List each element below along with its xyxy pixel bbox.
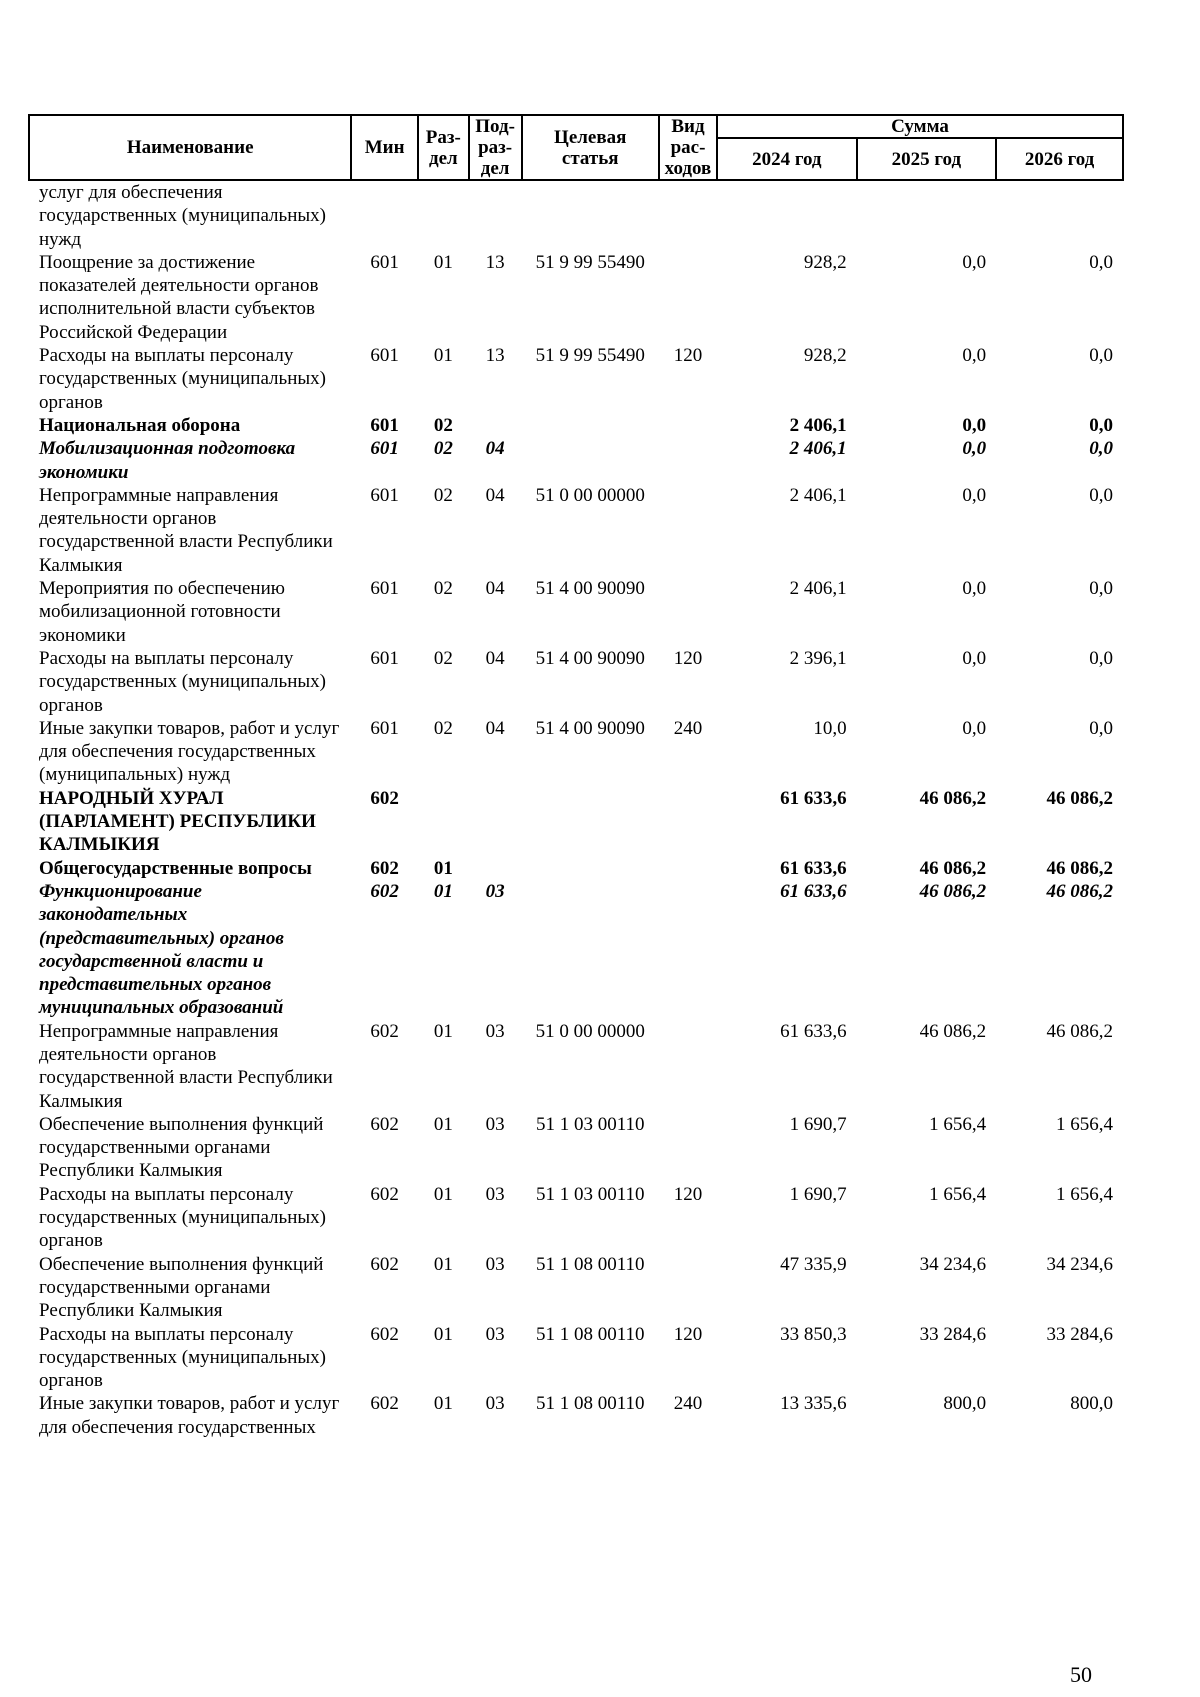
cell-podrazdel: 04	[485, 438, 505, 460]
cell-sum-2025: 34 234,6	[919, 1253, 987, 1275]
cell-sum-2026: 0,0	[1089, 438, 1113, 460]
cell-min: 601	[370, 345, 399, 367]
table-row	[29, 717, 1123, 787]
cell-name: Расходы на выплаты персоналу государственных (муниципальных) органов	[39, 1323, 326, 1392]
table-row	[29, 880, 1123, 1020]
cell-podrazdel: 03	[485, 1323, 505, 1345]
table-row	[29, 787, 1123, 857]
cell-name: Обеспечение выполнения функций государственными органами Республики Калмыкия	[39, 1253, 324, 1322]
cell-sum-2025: 46 086,2	[919, 787, 987, 809]
cell-sum-2024: 13 335,6	[780, 1393, 847, 1415]
cell-name: Расходы на выплаты персоналу государственных (муниципальных) органов	[39, 345, 326, 413]
cell-vid	[659, 787, 717, 857]
cell-podrazdel: 04	[485, 647, 505, 669]
cell-vid	[659, 414, 717, 437]
cell-razdel: 01	[433, 345, 453, 367]
cell-name: Поощрение за достижение показателей деятельности органов исполнительной власти субъектов Российской Федерации	[39, 251, 319, 343]
table-row	[29, 1020, 1123, 1113]
cell-razdel: 01	[433, 1020, 453, 1042]
cell-target	[522, 787, 659, 857]
header-name: Наименование	[29, 115, 351, 180]
cell-sum-2026: 0,0	[1089, 345, 1113, 367]
budget-table-page	[28, 114, 1124, 1439]
cell-min: 601	[370, 251, 399, 273]
table-row	[29, 437, 1123, 484]
cell-sum-2024: 2 406,1	[789, 484, 847, 506]
cell-name: Иные закупки товаров, работ и услуг для обеспечения государственных	[39, 1393, 340, 1438]
cell-sum-2026: 34 234,6	[1046, 1253, 1113, 1275]
table-row	[29, 180, 1123, 251]
cell-sum-2026	[996, 180, 1123, 251]
cell-sum-2025: 0,0	[962, 647, 987, 669]
budget-table	[28, 114, 1124, 1439]
cell-podrazdel: 03	[485, 1020, 505, 1042]
cell-vid	[659, 577, 717, 647]
cell-podrazdel: 03	[485, 1393, 505, 1415]
cell-min: 601	[370, 438, 399, 460]
cell-vid: 120	[673, 1323, 703, 1345]
cell-sum-2026: 46 086,2	[1046, 857, 1113, 879]
cell-sum-2024: 61 633,6	[780, 1020, 847, 1042]
header-razdel: Раз-дел	[418, 115, 469, 180]
cell-razdel: 01	[433, 857, 453, 879]
cell-sum-2026: 46 086,2	[1046, 787, 1113, 809]
cell-min: 602	[370, 787, 399, 809]
table-row	[29, 1392, 1123, 1439]
cell-sum-2024: 33 850,3	[780, 1323, 847, 1345]
cell-name: Расходы на выплаты персоналу государственных (муниципальных) органов	[39, 647, 326, 716]
cell-razdel: 01	[433, 1323, 453, 1345]
cell-sum-2026: 0,0	[1089, 251, 1113, 273]
cell-name: Иные закупки товаров, работ и услуг для обеспечения государственных (муниципальных) нужд	[39, 717, 340, 786]
cell-min: 602	[370, 1253, 399, 1275]
cell-target: 51 1 03 00110	[535, 1183, 645, 1205]
cell-sum-2024: 61 633,6	[780, 787, 847, 809]
cell-sum-2025	[857, 180, 997, 251]
header-year-2026: 2026 год	[996, 138, 1123, 180]
cell-min: 601	[370, 647, 399, 669]
cell-min: 602	[370, 1323, 399, 1345]
cell-sum-2026: 33 284,6	[1046, 1323, 1113, 1345]
cell-podrazdel	[469, 414, 522, 437]
header-min: Мин	[351, 115, 418, 180]
cell-min: 602	[370, 857, 399, 879]
cell-target	[522, 180, 659, 251]
cell-min: 601	[370, 484, 399, 506]
cell-name: Непрограммные направления деятельности органов государственной власти Республики Калмыкия	[39, 484, 333, 576]
cell-sum-2025: 1 656,4	[929, 1113, 987, 1135]
cell-sum-2024: 10,0	[813, 717, 847, 739]
cell-sum-2025: 1 656,4	[929, 1183, 987, 1205]
cell-sum-2026: 46 086,2	[1046, 1020, 1113, 1042]
cell-target: 51 4 00 90090	[535, 578, 645, 600]
cell-sum-2024: 2 396,1	[789, 647, 847, 669]
cell-sum-2024: 61 633,6	[780, 880, 847, 902]
page-number: 50	[1070, 1662, 1092, 1687]
table-row	[29, 647, 1123, 717]
table-row	[29, 1253, 1123, 1323]
table-row	[29, 251, 1123, 344]
cell-razdel: 02	[433, 647, 453, 669]
table-header	[29, 115, 1123, 180]
cell-target	[522, 857, 659, 880]
cell-sum-2026: 800,0	[1070, 1393, 1113, 1415]
cell-sum-2025: 800,0	[943, 1393, 987, 1415]
cell-vid	[659, 880, 717, 1020]
cell-target: 51 1 03 00110	[535, 1113, 645, 1135]
cell-sum-2024: 1 690,7	[789, 1113, 847, 1135]
table-row	[29, 577, 1123, 647]
cell-target: 51 9 99 55490	[535, 251, 645, 273]
cell-target: 51 1 08 00110	[535, 1393, 645, 1415]
header-vid: Вид рас-ходов	[659, 115, 717, 180]
cell-razdel: 02	[433, 578, 453, 600]
cell-vid: 240	[673, 1393, 703, 1415]
cell-podrazdel: 03	[485, 1183, 505, 1205]
cell-razdel: 01	[433, 1393, 453, 1415]
cell-sum-2025: 0,0	[962, 578, 987, 600]
cell-razdel: 02	[433, 484, 453, 506]
cell-sum-2026: 1 656,4	[1056, 1183, 1113, 1205]
cell-vid	[659, 1020, 717, 1113]
cell-sum-2024: 2 406,1	[789, 438, 847, 460]
header-year-2024: 2024 год	[717, 138, 857, 180]
cell-name: Функционирование законодательных (представительных) органов государственной власти и представительных органов муниципальных образований	[39, 880, 284, 1019]
cell-target: 51 4 00 90090	[535, 647, 645, 669]
cell-sum-2026: 0,0	[1089, 414, 1113, 436]
cell-min: 602	[370, 1393, 399, 1415]
cell-min	[351, 180, 418, 251]
cell-target	[522, 880, 659, 1020]
cell-podrazdel	[469, 857, 522, 880]
cell-sum-2024: 928,2	[803, 251, 847, 273]
cell-vid	[659, 251, 717, 344]
cell-sum-2024: 1 690,7	[789, 1183, 847, 1205]
cell-vid: 120	[673, 1183, 703, 1205]
cell-razdel: 01	[433, 251, 453, 273]
cell-vid	[659, 437, 717, 484]
cell-name: Общегосударственные вопросы	[39, 857, 312, 879]
cell-razdel: 01	[433, 1183, 453, 1205]
cell-podrazdel: 03	[485, 1253, 505, 1275]
cell-sum-2024: 2 406,1	[789, 578, 847, 600]
cell-name: Непрограммные направления деятельности органов государственной власти Республики Калмыкия	[39, 1020, 333, 1112]
cell-min: 602	[370, 1113, 399, 1135]
cell-podrazdel: 04	[485, 578, 505, 600]
table-row	[29, 414, 1123, 437]
cell-name: Обеспечение выполнения функций государственными органами Республики Калмыкия	[39, 1113, 324, 1182]
cell-podrazdel	[469, 180, 522, 251]
cell-name: НАРОДНЫЙ ХУРАЛ (ПАРЛАМЕНТ) РЕСПУБЛИКИ КАЛМЫКИЯ	[39, 787, 316, 856]
cell-sum-2025: 33 284,6	[919, 1323, 987, 1345]
cell-sum-2026: 0,0	[1089, 484, 1113, 506]
cell-sum-2026: 1 656,4	[1056, 1113, 1113, 1135]
cell-name: Национальная оборона	[39, 414, 241, 436]
cell-podrazdel: 04	[485, 484, 505, 506]
cell-sum-2025: 46 086,2	[919, 1020, 987, 1042]
cell-name: Мобилизационная подготовка экономики	[39, 438, 296, 483]
cell-sum-2024: 47 335,9	[780, 1253, 847, 1275]
table-row	[29, 484, 1123, 577]
header-target: Целевая статья	[522, 115, 659, 180]
cell-name: Расходы на выплаты персоналу государственных (муниципальных) органов	[39, 1183, 326, 1252]
cell-name: Мероприятия по обеспечению мобилизационной готовности экономики	[39, 578, 285, 646]
cell-min: 601	[370, 717, 399, 739]
cell-min: 602	[370, 1183, 399, 1205]
cell-target: 51 9 99 55490	[535, 345, 645, 367]
table-row	[29, 1323, 1123, 1393]
cell-vid	[659, 180, 717, 251]
cell-podrazdel: 04	[485, 717, 505, 739]
cell-vid	[659, 1113, 717, 1183]
cell-target: 51 1 08 00110	[535, 1323, 645, 1345]
cell-podrazdel	[469, 787, 522, 857]
cell-razdel: 02	[433, 438, 453, 460]
table-row	[29, 1113, 1123, 1183]
cell-vid	[659, 1253, 717, 1323]
header-podrazdel: Под-раз-дел	[469, 115, 522, 180]
cell-min: 601	[370, 578, 399, 600]
cell-podrazdel: 13	[485, 345, 505, 367]
cell-sum-2024: 928,2	[803, 345, 847, 367]
cell-sum-2025: 0,0	[962, 345, 987, 367]
cell-vid	[659, 484, 717, 577]
cell-min: 602	[370, 880, 399, 902]
cell-podrazdel: 03	[485, 880, 505, 902]
cell-razdel: 01	[433, 1253, 453, 1275]
cell-sum-2024: 2 406,1	[789, 414, 847, 436]
cell-sum-2026: 46 086,2	[1046, 880, 1113, 902]
cell-vid: 120	[673, 345, 703, 367]
cell-sum-2024: 61 633,6	[780, 857, 847, 879]
table-row	[29, 857, 1123, 880]
cell-target: 51 0 00 00000	[535, 1020, 645, 1042]
cell-sum-2025: 0,0	[962, 717, 987, 739]
cell-sum-2025: 0,0	[962, 438, 987, 460]
cell-sum-2025: 46 086,2	[919, 880, 987, 902]
cell-podrazdel: 13	[485, 251, 505, 273]
header-year-2025: 2025 год	[857, 138, 997, 180]
cell-target: 51 1 08 00110	[535, 1253, 645, 1275]
cell-sum-2026: 0,0	[1089, 578, 1113, 600]
cell-target	[522, 414, 659, 437]
cell-sum-2025: 46 086,2	[919, 857, 987, 879]
cell-min: 602	[370, 1020, 399, 1042]
cell-target	[522, 437, 659, 484]
cell-sum-2024	[717, 180, 857, 251]
cell-sum-2025: 0,0	[962, 414, 987, 436]
header-summa: Сумма	[717, 115, 1123, 138]
cell-razdel: 01	[433, 880, 453, 902]
cell-sum-2025: 0,0	[962, 251, 987, 273]
cell-sum-2026: 0,0	[1089, 717, 1113, 739]
table-row	[29, 344, 1123, 414]
cell-sum-2026: 0,0	[1089, 647, 1113, 669]
cell-vid: 240	[673, 717, 703, 739]
table-row	[29, 1183, 1123, 1253]
cell-razdel: 02	[433, 414, 453, 436]
cell-podrazdel: 03	[485, 1113, 505, 1135]
cell-vid: 120	[673, 647, 703, 669]
cell-min: 601	[370, 414, 399, 436]
cell-razdel	[418, 787, 469, 857]
cell-razdel: 01	[433, 1113, 453, 1135]
cell-name: услуг для обеспечения государственных (муниципальных) нужд	[39, 182, 326, 250]
cell-vid	[659, 857, 717, 880]
cell-sum-2025: 0,0	[962, 484, 987, 506]
cell-razdel	[418, 180, 469, 251]
cell-target: 51 0 00 00000	[535, 484, 645, 506]
cell-target: 51 4 00 90090	[535, 717, 645, 739]
cell-razdel: 02	[433, 717, 453, 739]
table-body	[29, 180, 1123, 1439]
